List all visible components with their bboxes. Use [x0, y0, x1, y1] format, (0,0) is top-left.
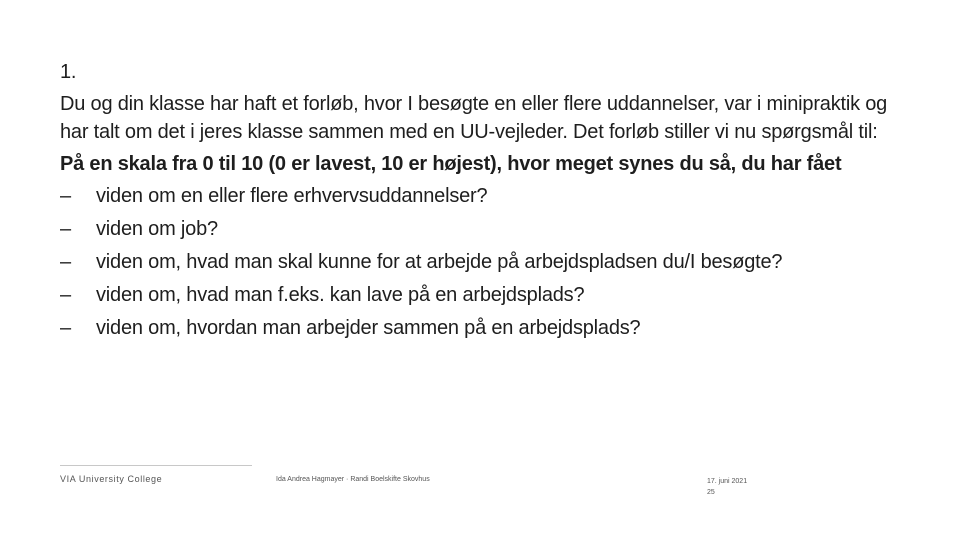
bullet-marker: –	[60, 317, 71, 339]
bullet-item	[60, 314, 910, 342]
footer-authors: Ida Andrea Hagmayer · Randi Boelskifte Skovhus	[276, 476, 430, 483]
bullet-text: viden om, hvordan man arbejder sammen på en arbejdsplads?	[96, 317, 641, 339]
footer-divider	[60, 465, 252, 466]
question-text: På en skala fra 0 til 10 (0 er lavest, 10 er højest), hvor meget synes du så, du har fået	[60, 153, 842, 175]
bullet-item	[60, 182, 910, 210]
bullet-marker: –	[60, 218, 71, 240]
bullet-item	[60, 215, 910, 243]
bullet-item	[60, 248, 910, 276]
bullet-text: viden om, hvad man skal kunne for at arbejde på arbejdspladsen du/I besøgte?	[96, 251, 783, 273]
bullet-item	[60, 281, 910, 309]
bullet-marker: –	[60, 251, 71, 273]
bullet-list	[60, 182, 910, 342]
bullet-marker: –	[60, 284, 71, 306]
footer-date-block	[707, 476, 747, 498]
slide-content	[60, 58, 910, 347]
bullet-marker: –	[60, 185, 71, 207]
page-number: 25	[707, 489, 715, 496]
bullet-text: viden om job?	[96, 218, 218, 240]
footer-date: 17. juni 2021	[707, 478, 748, 485]
bullet-text: viden om, hvad man f.eks. kan lave på en arbejdsplads?	[96, 284, 585, 306]
question-number: 1.	[60, 61, 77, 83]
bullet-text: viden om en eller flere erhvervsuddannelser?	[96, 185, 488, 207]
intro-text: Du og din klasse har haft et forløb, hvor I besøgte en eller flere uddannelser, var i minipraktik og har talt om det i jeres klasse sammen med en UU-vejleder. Det forløb stiller vi nu spørgsmål til:	[60, 93, 888, 143]
footer-logo: VIA University College	[60, 474, 163, 484]
